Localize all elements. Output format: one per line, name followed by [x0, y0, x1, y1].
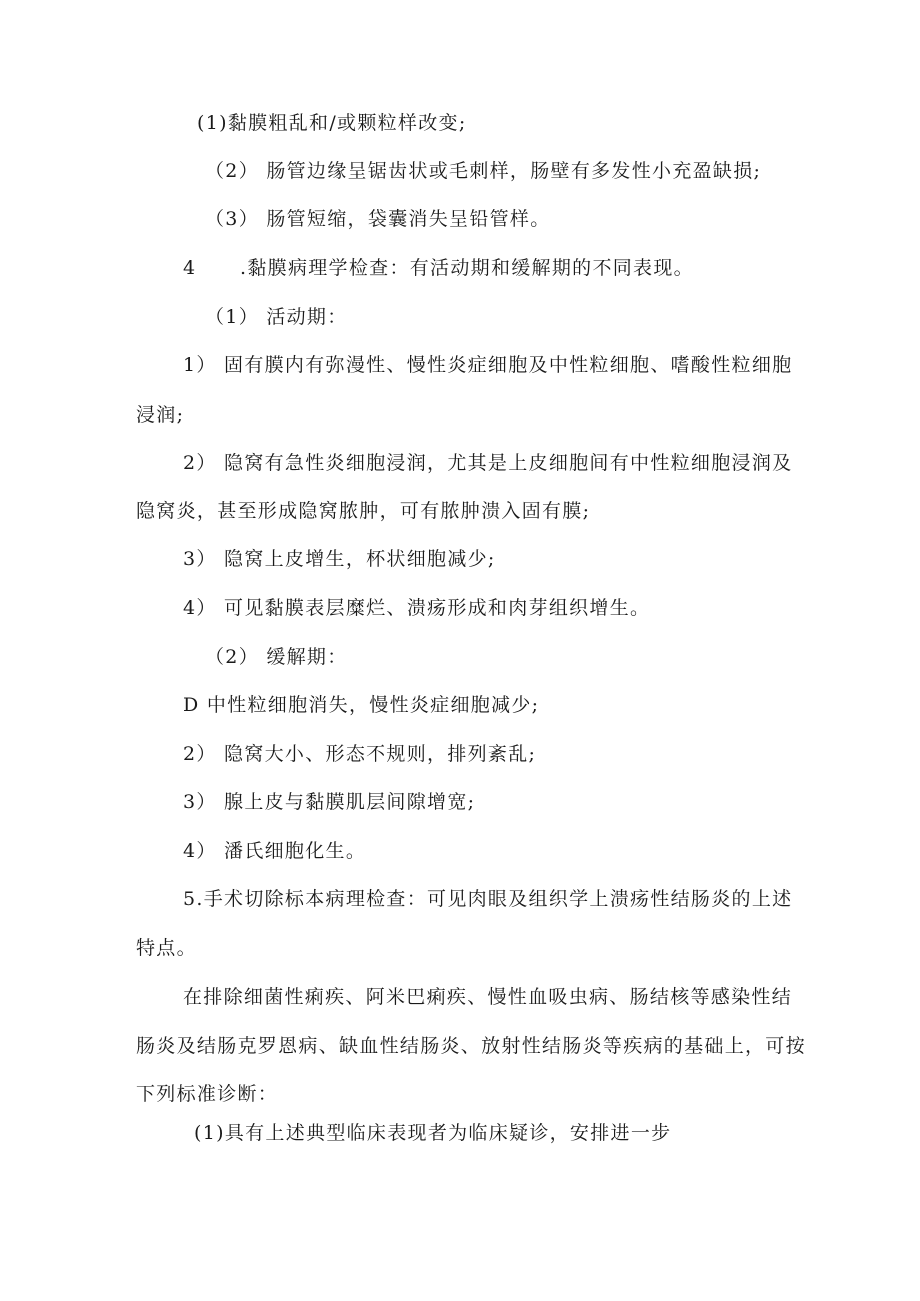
paragraph-line: 2） 隐窝有急性炎细胞浸润，尤其是上皮细胞间有中性粒细胞浸润及 [183, 452, 793, 474]
paragraph-line: （2） 缓解期： [205, 646, 348, 668]
paragraph-line: （3） 肠管短缩，袋囊消失呈铅管样。 [205, 208, 551, 230]
paragraph-line: 肠炎及结肠克罗恩病、缺血性结肠炎、放射性结肠炎等疾病的基础上，可按 [136, 1035, 806, 1057]
paragraph-line: 3） 腺上皮与黏膜肌层间隙增宽; [183, 791, 476, 813]
paragraph-line: D 中性粒细胞消失，慢性炎症细胞减少; [183, 694, 540, 716]
paragraph-line: 特点。 [136, 937, 197, 959]
paragraph-line: 4） 潘氏细胞化生。 [183, 840, 367, 862]
paragraph-line: (1)黏膜粗乱和/或颗粒样改变; [197, 112, 467, 134]
paragraph-line: 5.手术切除标本病理检查：可见肉眼及组织学上溃疡性结肠炎的上述 [183, 888, 793, 910]
paragraph-line: 4） 可见黏膜表层糜烂、溃疡形成和肉芽组织增生。 [183, 597, 651, 619]
paragraph-line: 在排除细菌性痢疾、阿米巴痢疾、慢性血吸虫病、肠结核等感染性结 [183, 986, 793, 1008]
paragraph-line: 1） 固有膜内有弥漫性、慢性炎症细胞及中性粒细胞、嗜酸性粒细胞 [183, 354, 793, 376]
paragraph-line: 隐窝炎，甚至形成隐窝脓肿，可有脓肿溃入固有膜; [136, 500, 591, 522]
section-heading: .黏膜病理学检查：有活动期和缓解期的不同表现。 [240, 257, 694, 279]
paragraph-line: （1） 活动期： [205, 306, 348, 328]
paragraph-line: 2） 隐窝大小、形态不规则，排列紊乱; [183, 743, 537, 765]
paragraph-line: 浸润; [136, 404, 185, 426]
section-number: 4 [183, 257, 197, 279]
paragraph-line: （2） 肠管边缘呈锯齿状或毛刺样，肠壁有多发性小充盈缺损; [205, 160, 762, 182]
paragraph-line: 下列标准诊断： [136, 1083, 279, 1105]
paragraph-line: 3） 隐窝上皮增生，杯状细胞减少; [183, 548, 496, 570]
paragraph-line: (1)具有上述典型临床表现者为临床疑诊，安排进一步 [194, 1122, 672, 1144]
